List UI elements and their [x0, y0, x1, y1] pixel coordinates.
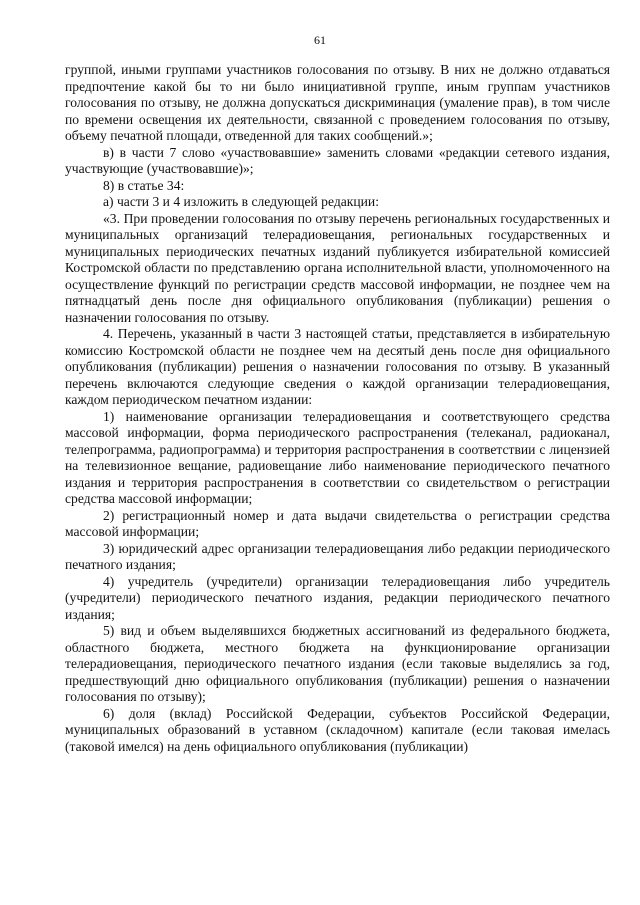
paragraph: «3. При проведении голосования по отзыву перечень региональных государственных и муниципальных организаций телерадиовещания, региональных государственных и муниципальных периодических печатных изданий публикуется избирательной комиссией Костромской области по представлению органа исполнительной власти, уполномоченного на осуществление функций по регистрации средств массовой информации, не позднее чем на пятнадцатый день после дня официального опубликования (публикации) решения о назначении голосования по отзыву.	[65, 210, 610, 325]
paragraph: 4) учредитель (учредители) организации телерадиовещания либо учредитель (учредители) периодического печатного издания, редакции периодического печатного издания;	[65, 573, 610, 622]
document-body	[65, 62, 610, 755]
paragraph: в) в части 7 слово «участвовавшие» заменить словами «редакции сетевого издания, участвующие (участвовавшие)»;	[65, 144, 610, 176]
paragraph: 6) доля (вклад) Российской Федерации, субъектов Российской Федерации, муниципальных образований в уставном (складочном) капитале (если таковая имелась (таковой имелся) на день официального опубликования (публикации)	[65, 705, 610, 754]
paragraph: 1) наименование организации телерадиовещания и соответствующего средства массовой информации, форма периодического распространения (телеканал, радиоканал, телепрограмма, радиопрограмма) и территория распространения в соответствии с лицензией на телевизионное вещание, радиовещание либо наименование периодического печатного издания и территория распространения в соответствии со свидетельством о регистрации средства массовой информации;	[65, 408, 610, 506]
paragraph: 2) регистрационный номер и дата выдачи свидетельства о регистрации средства массовой информации;	[65, 507, 610, 539]
page-number: 61	[314, 33, 326, 47]
paragraph: 5) вид и объем выделявшихся бюджетных ассигнований из федерального бюджета, областного бюджета, местного бюджета на функционирование организации телерадиовещания, периодического печатного издания (если таковые выделялись за год, предшествующий дню официального опубликования (публикации) решения о назначении голосования по отзыву);	[65, 623, 610, 704]
paragraph: группой, иными группами участников голосования по отзыву. В них не должно отдаваться предпочтение какой бы то ни было инициативной группе, иным группам участников голосования по отзыву, не должна допускаться дискриминация (умаление прав), в том числе по времени освещения их деятельности, связанной с проведением голосования по отзыву, объему печатной площади, отведенной для таких сообщений.»;	[65, 62, 610, 143]
paragraph: 3) юридический адрес организации телерадиовещания либо редакции периодического печатного издания;	[65, 540, 610, 572]
paragraph: а) части 3 и 4 изложить в следующей редакции:	[103, 194, 379, 209]
paragraph: 4. Перечень, указанный в части 3 настоящей статьи, представляется в избирательную комиссию Костромской области не позднее чем на десятый день после дня официального опубликования (публикации) решения о назначении голосования по отзыву. В указанный перечень включаются следующие сведения о каждой организации телерадиовещания, каждом периодическом печатном издании:	[65, 326, 610, 407]
paragraph: 8) в статье 34:	[103, 177, 185, 193]
